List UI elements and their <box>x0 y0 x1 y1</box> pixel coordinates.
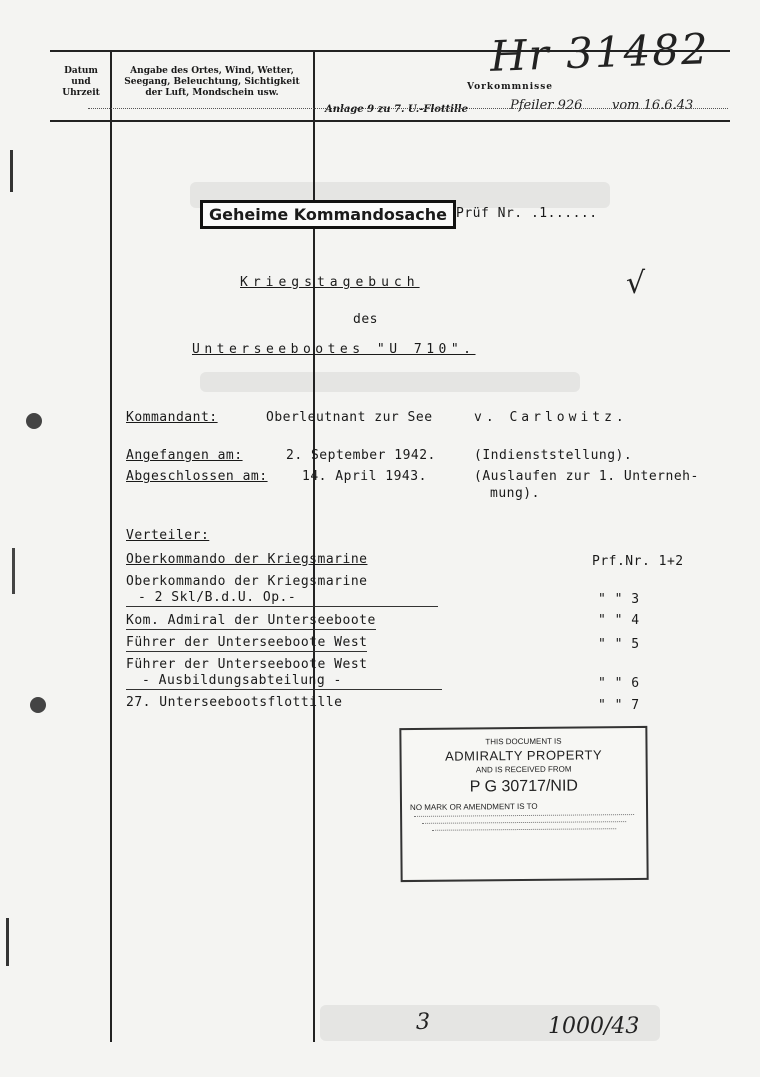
abgeschlossen-value: 14. April 1943. <box>302 469 427 484</box>
verteiler-row: Kom. Admiral der Unterseeboote <box>126 613 376 628</box>
verteiler-nr: " " 4 <box>598 613 640 628</box>
verteiler-row: 27. Unterseebootsflottille <box>126 695 343 710</box>
angefangen-note: (Indienststellung). <box>474 448 633 463</box>
vom-date: vom 16.6.43 <box>612 98 694 113</box>
title-unterseeboot: Unterseebootes "U 710". <box>192 342 476 357</box>
abgeschlossen-note-1: (Auslaufen zur 1. Unterneh- <box>474 469 699 484</box>
punch-hole <box>30 697 46 713</box>
anlage-dotted-rule <box>88 108 728 109</box>
abgeschlossen-note-2: mung). <box>490 486 540 501</box>
angefangen-value: 2. September 1942. <box>286 448 436 463</box>
check-mark: √ <box>626 266 646 301</box>
kommandant-name: v. Carlowitz. <box>474 410 628 425</box>
pruef-nr: Prüf Nr. .1...... <box>456 206 598 221</box>
title-des: des <box>353 312 378 327</box>
verteiler-header-right: Prf.Nr. 1+2 <box>592 554 684 569</box>
punch-hole <box>26 413 42 429</box>
verteiler-row: Oberkommando der Kriegsmarine - 2 Skl/B.d.U. Op.- <box>126 574 438 607</box>
handwritten-archive-ref: Hr 31482 <box>489 24 711 81</box>
verteiler-nr: " " 3 <box>598 592 640 607</box>
abgeschlossen-label: Abgeschlossen am: <box>126 469 268 484</box>
angefangen-label: Angefangen am: <box>126 448 243 463</box>
header-col-vorkommnisse: Vorkommnisse <box>466 82 553 92</box>
anlage-line: Anlage 9 zu 7. U.-Flottille <box>325 104 468 115</box>
verteiler-row: Führer der Unterseeboote West - Ausbildungsabteilung - <box>126 657 442 690</box>
verteiler-row: Oberkommando der Kriegsmarine <box>126 552 368 567</box>
verteiler-row: Führer der Unterseeboote West <box>126 635 368 650</box>
header-col-datum: Datum und Uhrzeit <box>62 66 100 98</box>
kommandant-label: Kommandant: <box>126 410 218 425</box>
kommandant-rank: Oberleutnant zur See <box>266 410 433 425</box>
binder-mark <box>12 548 15 594</box>
header-col-ort: Angabe des Ortes, Wind, Wetter, Seegang, Beleuchtung, Sichtigkeit der Luft, Mondschein usw. <box>124 66 300 98</box>
binder-mark <box>10 150 13 192</box>
verteiler-nr: " " 6 <box>598 676 640 691</box>
verteiler-label: Verteiler: <box>126 528 210 543</box>
scan-smudge <box>200 372 580 392</box>
title-kriegstagebuch: Kriegstagebuch <box>240 275 420 290</box>
header-bottom-rule <box>50 120 730 122</box>
footer-handwritten-number: 1000/43 <box>548 1014 640 1039</box>
footer-handwritten-3: 3 <box>416 1010 430 1035</box>
column-divider-1 <box>110 52 112 1042</box>
admiralty-property-stamp: THIS DOCUMENT IS ADMIRALTY PROPERTY AND IS RECEIVED FROM P G 30717/NID NO MARK OR AMENDMENT IS TO <box>399 726 648 882</box>
verteiler-nr: " " 7 <box>598 698 640 713</box>
verteiler-nr: " " 5 <box>598 637 640 652</box>
geheime-kommandosache-stamp: Geheime Kommandosache <box>200 200 456 229</box>
binder-mark <box>6 918 9 966</box>
handwritten-note-flottille: Pfeiler 926 <box>510 98 583 113</box>
